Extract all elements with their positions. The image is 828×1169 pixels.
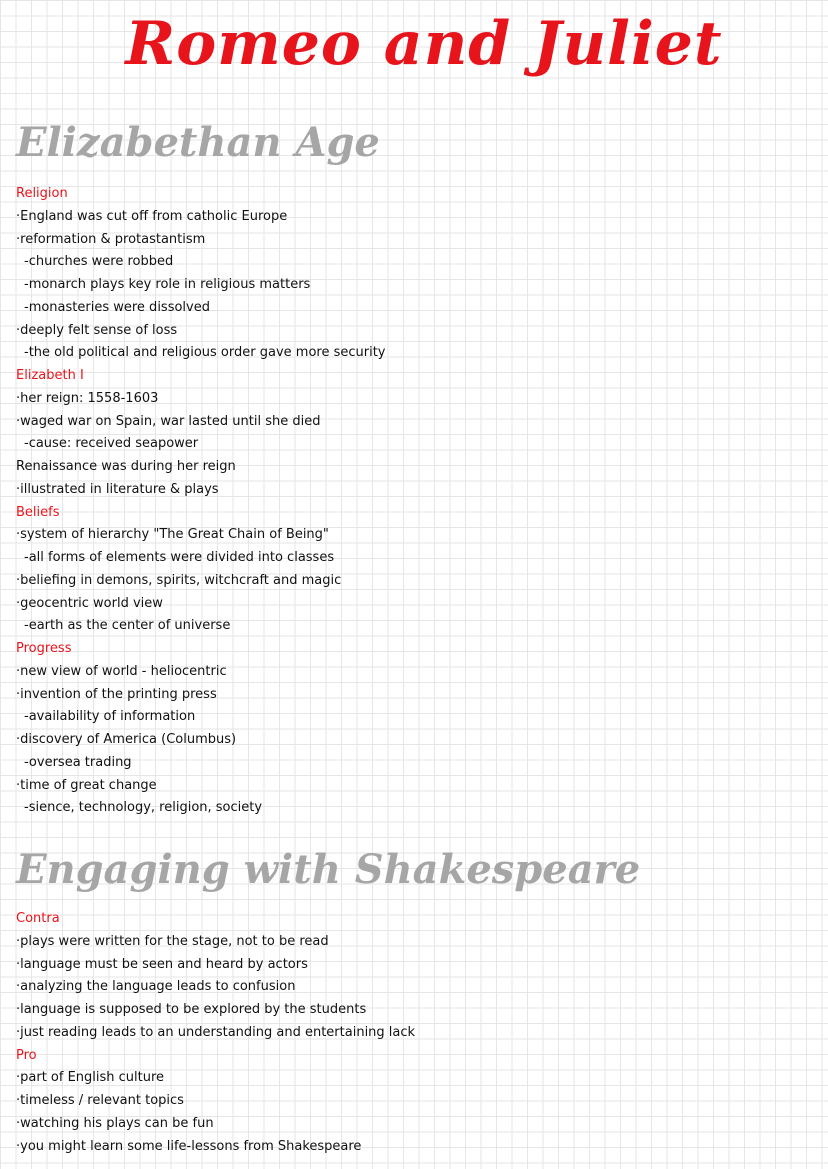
bullet-line: ·timeless / relevant topics [16,1093,184,1108]
bullet-line: ·her reign: 1558-1603 [16,390,159,406]
bullet-line: ·part of English culture [16,1070,165,1086]
bullet-line: ·language must be seen and heard by actors [16,956,308,972]
bullet-line: ·new view of world - heliocentric [16,663,227,679]
section-title-engaging-with-shakespeare: Engaging with Shakespeare [16,846,641,893]
bullet-line: ·geocentric world view [16,595,163,611]
subheading: Beliefs [16,504,60,520]
bullet-line: ·analyzing the language leads to confusion [16,979,296,995]
sub-bullet-line: -earth as the center of universe [24,618,231,634]
bullet-line: ·time of great change [16,777,157,793]
bullet-line: Renaissance was during her reign [16,459,236,474]
sub-bullet-line: -sience, technology, religion, society [24,800,263,816]
bullet-line: ·discovery of America (Columbus) [16,732,237,747]
bullet-line: ·just reading leads to an understanding and entertaining lack [16,1024,416,1040]
section-title-elizabethan-age: Elizabethan Age [16,119,380,166]
sub-bullet-line: -availability of information [24,709,196,725]
bullet-line: ·illustrated in literature & plays [16,481,219,497]
sub-bullet-line: -monasteries were dissolved [24,299,210,315]
page-title: Romeo and Juliet [125,9,723,79]
bullet-line: ·system of hierarchy "The Great Chain of Being" [16,527,329,543]
section-elizabethan-age-lines [16,183,386,820]
sub-bullet-line: -monarch plays key role in religious matters [24,277,311,292]
bullet-line: ·reformation & protastantism [16,231,206,247]
sub-bullet-line: -all forms of elements were divided into classes [24,550,335,565]
bullet-line: ·invention of the printing press [16,686,217,702]
bullet-line: ·watching his plays can be fun [16,1115,214,1131]
sub-bullet-line: -oversea trading [24,754,132,770]
bullet-line: ·language is supposed to be explored by the students [16,1002,367,1017]
subheading: Pro [16,1047,37,1063]
bullet-line: ·plays were written for the stage, not to be read [16,933,329,949]
subheading: Contra [16,911,60,926]
subheading: Religion [16,186,68,201]
bullet-line: ·waged war on Spain, war lasted until she died [16,413,321,429]
section-engaging-with-shakespeare-lines [16,908,415,1158]
bullet-line: ·you might learn some life-lessons from Shakespeare [16,1138,362,1154]
sub-bullet-line: -churches were robbed [24,254,174,270]
sub-bullet-line: -cause: received seapower [24,436,199,452]
bullet-line: ·beliefing in demons, spirits, witchcraft and magic [16,572,342,588]
sub-bullet-line: -the old political and religious order gave more security [24,345,386,361]
bullet-line: ·England was cut off from catholic Europe [16,208,288,224]
bullet-line: ·deeply felt sense of loss [16,322,178,338]
subheading: Elizabeth I [16,368,84,383]
subheading: Progress [16,641,72,656]
